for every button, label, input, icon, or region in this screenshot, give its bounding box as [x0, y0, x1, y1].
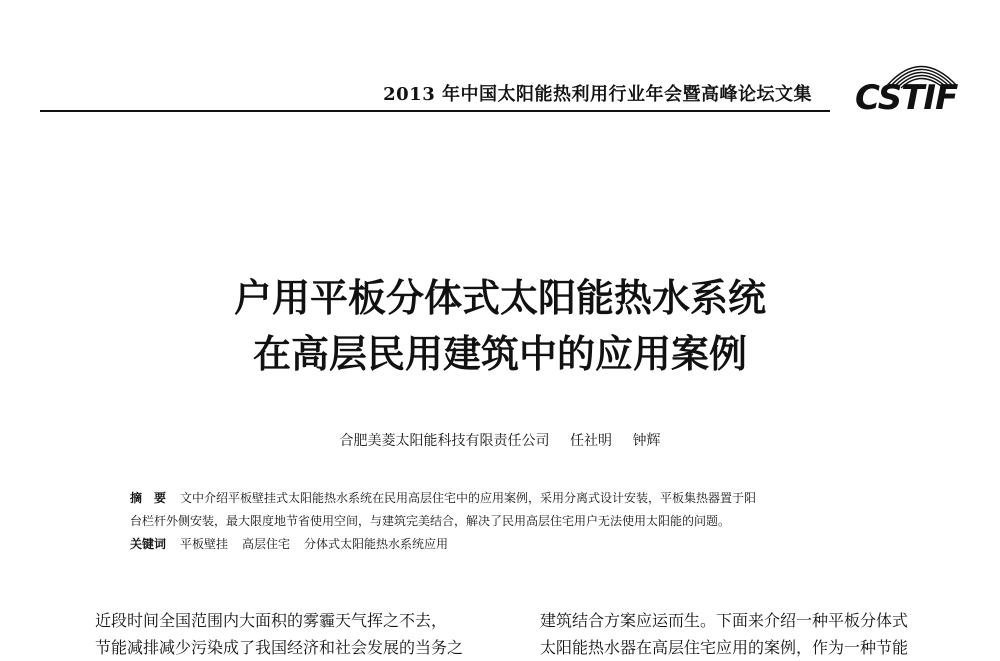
keywords-line	[130, 533, 890, 556]
cstif-logo	[845, 44, 975, 124]
author-2: 钟辉	[632, 433, 661, 449]
paper-title-line-1: 户用平板分体式太阳能热水系统	[233, 275, 766, 320]
author-1: 任社明	[570, 433, 612, 449]
paper-title-line-2: 在高层民用建筑中的应用案例	[252, 331, 747, 376]
keyword-2: 高层住宅	[242, 537, 291, 551]
abstract-block	[130, 487, 890, 556]
author-line	[0, 430, 1000, 450]
body-column-right	[540, 607, 960, 661]
affiliation: 合肥美菱太阳能科技有限责任公司	[339, 433, 550, 449]
body-left-line-2: 节能减排减少污染成了我国经济和社会发展的当务之	[95, 638, 464, 657]
abstract-line-1	[130, 487, 890, 510]
paper-title	[0, 270, 1000, 382]
body-right-line-1: 建筑结合方案应运而生。下面来介绍一种平板分体式	[540, 611, 909, 630]
logo-text: CSTIF	[855, 78, 958, 118]
abstract-label: 摘 要	[130, 491, 167, 505]
keywords-label: 关键词	[130, 537, 167, 551]
abstract-text-1: 文中介绍平板壁挂式太阳能热水系统在民用高层住宅中的应用案例，采用分离式设计安装，平板集热器置于阳	[180, 491, 757, 505]
proceedings-title: 2013 年中国太阳能热利用行业年会暨高峰论坛文集	[383, 84, 812, 105]
header-rule	[40, 110, 830, 112]
body-left-line-1: 近段时间全国范围内大面积的雾霾天气挥之不去，	[95, 611, 448, 630]
keyword-1: 平板壁挂	[180, 537, 229, 551]
keyword-3: 分体式太阳能热水系统应用	[304, 537, 449, 551]
body-right-line-2: 太阳能热水器在高层住宅应用的案例，作为一种节能	[540, 638, 909, 657]
abstract-text-2: 台栏杆外侧安装，最大限度地节省使用空间，与建筑完美结合，解决了民用高层住宅用户无法使用太阳能的问题。	[130, 514, 731, 528]
body-column-left	[95, 607, 515, 661]
